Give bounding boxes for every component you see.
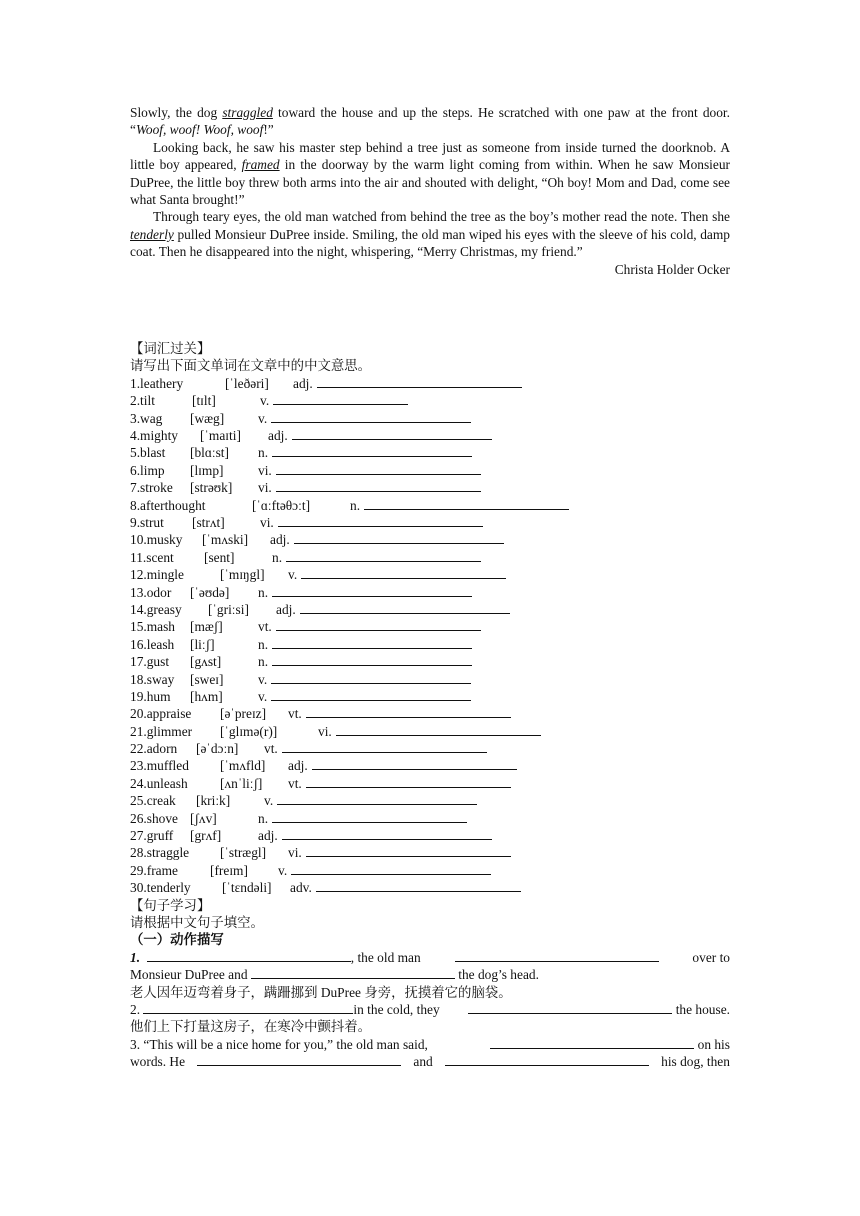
vocab-phonetic: [əˈdɔːn] — [196, 741, 239, 757]
blank-field[interactable] — [490, 1036, 694, 1049]
vocab-part-of-speech: v. — [288, 567, 298, 583]
blank-field[interactable] — [147, 949, 351, 962]
answer-blank[interactable] — [291, 862, 491, 875]
story-paragraph-3 — [130, 208, 730, 260]
vocab-part-of-speech: adv. — [290, 880, 312, 896]
vocab-item — [130, 792, 730, 809]
text: over to — [692, 949, 730, 965]
vocab-word: 11.scent — [130, 549, 174, 565]
vocab-item — [130, 584, 730, 601]
answer-blank[interactable] — [282, 740, 487, 753]
blank-field[interactable] — [251, 966, 455, 979]
text: in the doorway by the warm light coming from within. When he saw Monsieur DuPree, the little boy threw both arms into the air and shouted with delight, “Oh boy! Mom and Dad, come see what Santa brought!” — [130, 157, 731, 208]
vocab-section-heading: 【词汇过关】 — [130, 341, 211, 357]
text: !” — [263, 122, 274, 138]
answer-blank[interactable] — [306, 844, 511, 857]
vocab-item — [130, 827, 730, 844]
vocab-phonetic: [blɑːst] — [190, 445, 229, 461]
text: words. He — [130, 1054, 186, 1070]
vocab-phonetic: [mæʃ] — [190, 619, 223, 635]
vocab-word: 29.frame — [130, 862, 178, 878]
vocab-word: 21.glimmer — [130, 723, 193, 739]
vocab-part-of-speech: v. — [260, 393, 270, 409]
vocab-part-of-speech: v. — [278, 862, 288, 878]
vocab-item — [130, 601, 730, 618]
vocab-part-of-speech: vt. — [264, 741, 278, 757]
vocab-word: 4.mighty — [130, 428, 178, 444]
answer-blank[interactable] — [364, 497, 569, 510]
vocab-word: 10.musky — [130, 532, 183, 548]
answer-blank[interactable] — [306, 705, 511, 718]
vocab-word: 24.unleash — [130, 775, 188, 791]
answer-blank[interactable] — [300, 601, 510, 614]
vocab-item — [130, 653, 730, 670]
blank-field[interactable] — [197, 1053, 401, 1066]
answer-blank[interactable] — [276, 462, 481, 475]
vocab-word: 18.sway — [130, 671, 175, 687]
vocab-phonetic: [grʌf] — [190, 828, 222, 844]
vocab-part-of-speech: adj. — [293, 375, 313, 391]
vocab-item — [130, 392, 730, 409]
vocab-word: 1.leathery — [130, 375, 184, 391]
sentence-2-line-1 — [130, 1001, 730, 1018]
vocab-item — [130, 497, 730, 514]
text: and — [413, 1054, 433, 1070]
vocab-phonetic: [ˈɑːftəθɔːt] — [252, 497, 311, 513]
answer-blank[interactable] — [316, 879, 521, 892]
vocab-item — [130, 410, 730, 427]
text: Woof, woof! Woof, woof — [135, 122, 264, 138]
blank-field[interactable] — [455, 949, 659, 962]
text: “This will be a nice home for you,” the old man said, — [143, 1036, 428, 1052]
answer-blank[interactable] — [282, 827, 492, 840]
story-paragraph-1 — [130, 104, 730, 139]
vocab-word: 19.hum — [130, 688, 171, 704]
answer-blank[interactable] — [277, 792, 477, 805]
answer-blank[interactable] — [301, 566, 506, 579]
vocab-item — [130, 549, 730, 566]
sentence-1-chinese: 老人因年迈弯着身子，蹒跚挪到 DuPree 身旁，抚摸着它的脑袋。 — [130, 984, 512, 1000]
vocab-word: 14.greasy — [130, 601, 182, 617]
vocab-part-of-speech: n. — [258, 810, 269, 826]
vocab-word: 28.straggle — [130, 845, 190, 861]
answer-blank[interactable] — [273, 392, 408, 405]
vocab-item — [130, 810, 730, 827]
vocab-phonetic: [ˈgriːsi] — [208, 601, 249, 617]
answer-blank[interactable] — [317, 375, 522, 388]
vocab-item — [130, 688, 730, 705]
vocab-word: 16.leash — [130, 636, 175, 652]
answer-blank[interactable] — [306, 775, 511, 788]
document-page — [130, 104, 730, 1071]
vocab-instructions: 请写出下面文单词在文章中的中文意思。 — [130, 358, 372, 374]
vocab-part-of-speech: adj. — [288, 758, 308, 774]
text: Through teary eyes, the old man watched from behind the tree as the boy’s mother read the note. Then she — [153, 209, 730, 225]
answer-blank[interactable] — [271, 688, 471, 701]
vocab-part-of-speech: adj. — [268, 428, 288, 444]
text: on his — [697, 1036, 730, 1052]
vocab-word: 20.appraise — [130, 706, 192, 722]
vocab-part-of-speech: vt. — [288, 775, 302, 791]
vocab-word: 17.gust — [130, 654, 170, 670]
vocab-phonetic: [ʌnˈliːʃ] — [220, 775, 263, 791]
vocab-item — [130, 844, 730, 861]
text: toward the house and up the steps. He scratched with one paw at the front door. “ — [130, 105, 730, 138]
sentence-number: 2. — [130, 1002, 141, 1018]
text: the dog’s head. — [458, 967, 539, 983]
vocab-phonetic: [strʌt] — [192, 515, 225, 530]
vocab-list — [130, 375, 730, 897]
vocab-item — [130, 462, 730, 479]
text: his dog, then — [661, 1054, 730, 1070]
vocab-part-of-speech: vi. — [318, 723, 332, 739]
vocab-item — [130, 514, 730, 531]
vocab-word: 8.afterthought — [130, 497, 206, 513]
vocab-phonetic: [ˈtɛndəli] — [222, 880, 272, 896]
vocab-word: 30.tenderly — [130, 880, 191, 896]
vocab-part-of-speech: n. — [258, 654, 269, 670]
vocab-phonetic: [ˈmʌski] — [202, 532, 249, 548]
vocab-word: 15.mash — [130, 619, 176, 635]
sentence-3-line-2 — [130, 1053, 730, 1070]
vocab-part-of-speech: vi. — [260, 515, 274, 530]
sentence-2-chinese: 他们上下打量这房子，在寒冷中颤抖着。 — [130, 1019, 372, 1035]
vocab-item — [130, 879, 730, 896]
text: Slowly, the dog — [130, 105, 223, 120]
vocab-phonetic: [hʌm] — [190, 688, 223, 704]
answer-blank[interactable] — [276, 479, 481, 492]
answer-blank[interactable] — [294, 531, 504, 544]
vocab-phonetic: [freɪm] — [210, 862, 248, 878]
vocab-part-of-speech: v. — [264, 793, 274, 809]
sentence-instructions: 请根据中文句子填空。 — [130, 915, 264, 930]
vocab-word: 23.muffled — [130, 758, 189, 774]
vocab-phonetic: [ˈmɪŋgl] — [220, 567, 265, 583]
vocab-item — [130, 427, 730, 444]
sentence-number: 3. — [130, 1036, 141, 1052]
vocab-phonetic: [ˈəʊdə] — [190, 584, 230, 600]
blank-field[interactable] — [445, 1053, 649, 1066]
answer-blank[interactable] — [336, 723, 541, 736]
vocab-phonetic: [ˈglɪmə(r)] — [220, 723, 278, 739]
vocab-item — [130, 740, 730, 757]
blank-field[interactable] — [143, 1001, 353, 1014]
vocab-phonetic: [sweɪ] — [190, 671, 224, 687]
vocab-phonetic: [liːʃ] — [190, 636, 215, 652]
vocab-part-of-speech: vt. — [288, 706, 302, 722]
text: Looking back, he saw his master step behind a tree just as someone from inside turned the doorknob. A little boy appeared, — [130, 139, 730, 173]
vocab-word: 5.blast — [130, 445, 166, 461]
vocab-phonetic: [ˈmaɪti] — [200, 428, 241, 444]
vocab-word: 26.shove — [130, 810, 178, 826]
vocab-item — [130, 862, 730, 879]
vocab-item — [130, 375, 730, 392]
vocab-word: 9.strut — [130, 515, 164, 530]
vocab-word: 3.wag — [130, 410, 163, 426]
vocab-part-of-speech: vi. — [258, 462, 272, 478]
vocab-phonetic: [ˈstrægl] — [220, 845, 267, 861]
story-paragraph-2 — [130, 139, 730, 209]
answer-blank[interactable] — [292, 427, 492, 440]
vocab-word: 12.mingle — [130, 567, 184, 583]
vocab-word: 25.creak — [130, 793, 176, 809]
answer-blank[interactable] — [272, 444, 472, 457]
vocab-part-of-speech: adj. — [258, 828, 278, 844]
vocab-phonetic: [ˈleðəri] — [225, 375, 269, 391]
text: the house. — [675, 1002, 730, 1018]
answer-blank[interactable] — [272, 653, 472, 666]
answer-blank[interactable] — [276, 618, 481, 631]
vocab-item — [130, 444, 730, 461]
text: in the cold, they — [353, 1002, 440, 1018]
answer-blank[interactable] — [278, 514, 483, 527]
vocab-item — [130, 618, 730, 635]
vocab-phonetic: [tɪlt] — [192, 393, 216, 409]
vocab-word-straggled: straggled — [222, 105, 273, 120]
vocab-part-of-speech: vi. — [258, 480, 272, 496]
answer-blank[interactable] — [271, 410, 471, 423]
sentence-number: 1. — [130, 949, 141, 965]
sentence-1-line-2 — [130, 966, 730, 983]
vocab-part-of-speech: n. — [258, 445, 269, 461]
vocab-item — [130, 705, 730, 722]
vocab-part-of-speech: v. — [258, 410, 268, 426]
vocab-part-of-speech: adj. — [276, 601, 296, 617]
vocab-phonetic: [lɪmp] — [190, 462, 224, 478]
blank-field[interactable] — [468, 1001, 672, 1014]
vocab-phonetic: [wæg] — [190, 410, 225, 426]
vocab-phonetic: [gʌst] — [190, 654, 222, 670]
vocab-item — [130, 566, 730, 583]
vocab-part-of-speech: v. — [258, 688, 268, 704]
vocab-word: 13.odor — [130, 584, 172, 600]
vocab-word: 7.stroke — [130, 480, 173, 496]
vocab-part-of-speech: vt. — [258, 619, 272, 635]
vocab-part-of-speech: adj. — [270, 532, 290, 548]
vocab-word-framed: framed — [241, 157, 280, 173]
vocab-part-of-speech: n. — [272, 549, 283, 565]
vocab-item — [130, 636, 730, 653]
vocab-phonetic: [sent] — [204, 549, 235, 565]
answer-blank[interactable] — [286, 549, 481, 562]
vocab-word: 27.gruff — [130, 828, 174, 844]
vocab-part-of-speech: vi. — [288, 845, 302, 861]
vocab-phonetic: [strəʊk] — [190, 480, 233, 496]
vocab-part-of-speech: n. — [258, 636, 269, 652]
sentence-1-line-1 — [130, 949, 730, 966]
vocab-phonetic: [əˈpreɪz] — [220, 706, 267, 722]
section-action-description: （一）动作描写 — [130, 932, 224, 948]
text: , the old man — [350, 949, 421, 965]
text: Monsieur DuPree and — [130, 967, 248, 983]
sentence-3-line-1 — [130, 1036, 730, 1053]
vocab-word-tenderly: tenderly — [130, 226, 174, 242]
vocab-word: 2.tilt — [130, 393, 155, 409]
vocab-word: 22.adorn — [130, 741, 178, 757]
vocab-phonetic: [ˈmʌfld] — [220, 758, 266, 774]
vocab-item — [130, 757, 730, 774]
answer-blank[interactable] — [272, 636, 472, 649]
text: pulled Monsieur DuPree inside. Smiling, the old man wiped his eyes with the sleeve of his cold, damp coat. Then he disappeared into the night, whispering, “Merry Christmas, my friend.” — [130, 226, 730, 260]
vocab-phonetic: [ʃʌv] — [190, 810, 217, 826]
sentence-section-heading: 【句子学习】 — [130, 897, 211, 913]
vocab-item — [130, 723, 730, 740]
vocab-part-of-speech: n. — [258, 584, 269, 600]
vocab-part-of-speech: n. — [350, 497, 361, 513]
answer-blank[interactable] — [271, 671, 471, 684]
vocab-word: 6.limp — [130, 462, 165, 478]
vocab-item — [130, 775, 730, 792]
vocab-item — [130, 671, 730, 688]
author-signature: Christa Holder Ocker — [614, 261, 730, 277]
vocab-item — [130, 531, 730, 548]
vocab-phonetic: [kriːk] — [196, 793, 231, 809]
answer-blank[interactable] — [312, 757, 517, 770]
vocab-part-of-speech: v. — [258, 671, 268, 687]
answer-blank[interactable] — [272, 810, 467, 823]
vocab-item — [130, 479, 730, 496]
answer-blank[interactable] — [272, 584, 472, 597]
